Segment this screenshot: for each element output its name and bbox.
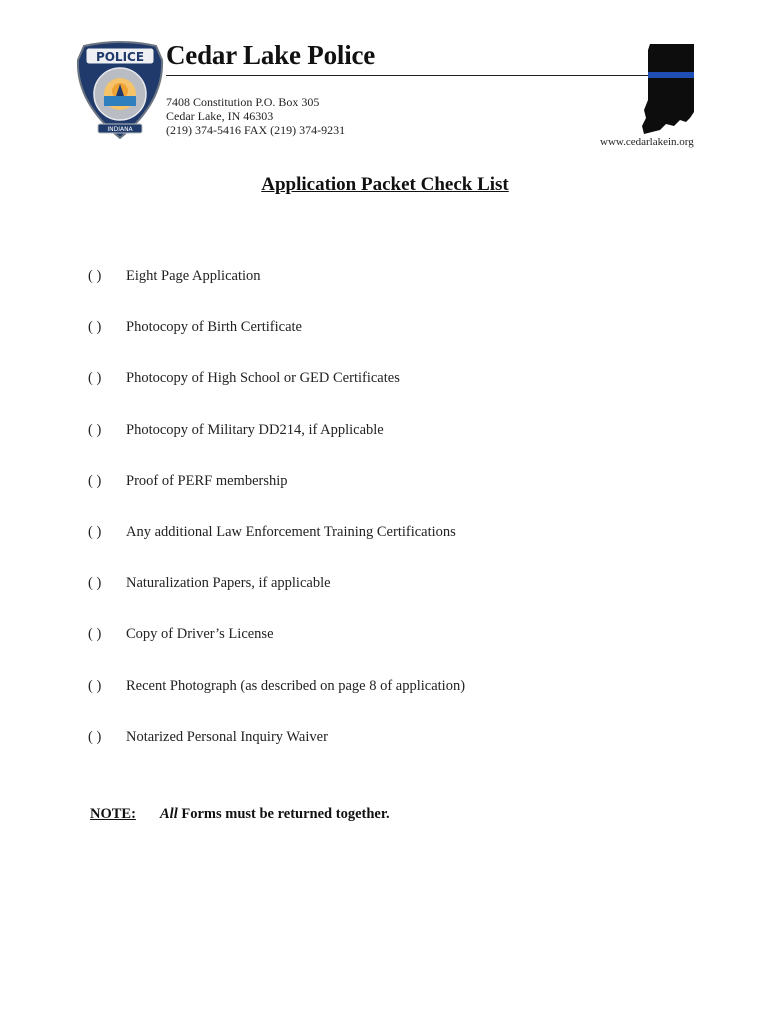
checkbox-mark[interactable]: ( ) — [88, 268, 102, 284]
checklist-item — [88, 678, 465, 695]
checklist-item-label: Naturalization Papers, if applicable — [126, 575, 331, 591]
header-divider — [166, 75, 648, 76]
note-emphasis: All — [160, 806, 178, 822]
checkbox-mark[interactable]: ( ) — [88, 319, 102, 335]
badge-top-text: POLICE — [95, 50, 145, 64]
checkbox-mark[interactable]: ( ) — [88, 422, 102, 438]
badge-bottom-text: INDIANA — [107, 126, 133, 133]
document-title: Application Packet Check List — [261, 174, 509, 195]
indiana-state-outline-icon — [636, 40, 698, 136]
checklist-item — [88, 473, 288, 490]
checkbox-mark[interactable]: ( ) — [88, 729, 102, 745]
checklist-item-label: Photocopy of Birth Certificate — [126, 319, 302, 335]
checkbox-mark[interactable]: ( ) — [88, 473, 102, 489]
checklist-item — [88, 575, 331, 592]
checklist-item-label: Proof of PERF membership — [126, 473, 288, 489]
checklist-item-label: Photocopy of High School or GED Certificates — [126, 370, 400, 386]
note-label: NOTE: — [90, 806, 136, 822]
checkbox-mark[interactable]: ( ) — [88, 626, 102, 642]
checkbox-mark[interactable]: ( ) — [88, 524, 102, 540]
note-body: Forms must be returned together. — [177, 806, 390, 822]
checklist-item-label: Recent Photograph (as described on page 8 of application) — [126, 678, 466, 694]
checklist-item — [88, 370, 400, 387]
checklist-item — [88, 319, 302, 336]
checklist-item — [88, 524, 456, 541]
police-badge-logo — [76, 40, 164, 140]
checklist-item — [88, 268, 261, 285]
checkbox-mark[interactable]: ( ) — [88, 575, 102, 591]
address-street: 7408 Constitution P.O. Box 305 — [166, 95, 320, 109]
website-url: www.cedarlakein.org — [600, 136, 694, 148]
checklist-item-label: Copy of Driver’s License — [126, 626, 274, 642]
checklist-item-label: Notarized Personal Inquiry Waiver — [126, 729, 328, 745]
phone-fax: (219) 374-5416 FAX (219) 374-9231 — [166, 123, 346, 137]
checklist-item — [88, 422, 384, 439]
checklist-item — [88, 729, 328, 746]
checkbox-mark[interactable]: ( ) — [88, 370, 102, 386]
checkbox-mark[interactable]: ( ) — [88, 678, 102, 694]
note-text — [160, 806, 390, 823]
checklist-item — [88, 626, 274, 643]
checklist-item-label: Any additional Law Enforcement Training Certifications — [126, 524, 456, 540]
checklist-item-label: Photocopy of Military DD214, if Applicable — [126, 422, 384, 438]
checklist-item-label: Eight Page Application — [126, 268, 261, 284]
organization-name: Cedar Lake Police — [166, 40, 376, 70]
address-city: Cedar Lake, IN 46303 — [166, 109, 274, 123]
